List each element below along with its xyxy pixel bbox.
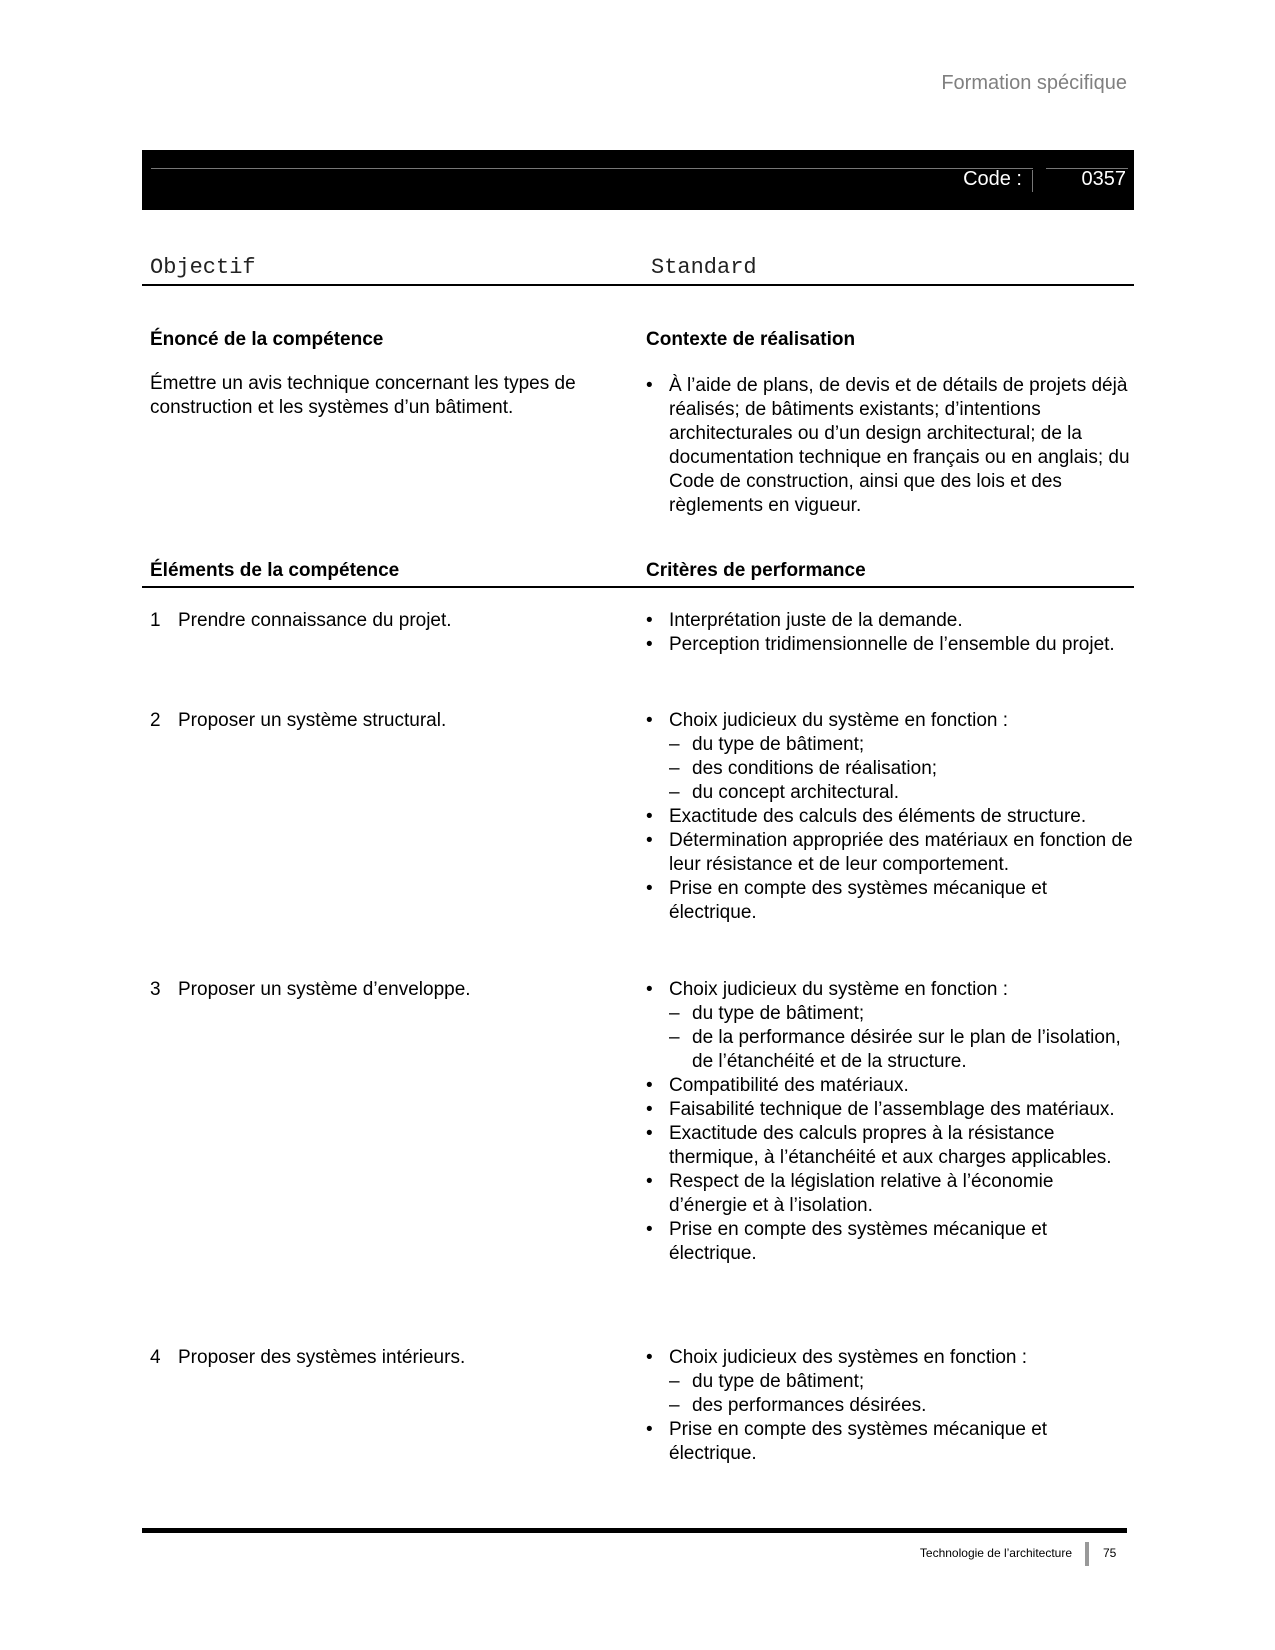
element-1	[150, 609, 620, 633]
criteria-1	[646, 609, 1136, 657]
criterion	[646, 709, 1136, 805]
element-label: Proposer un système d’enveloppe.	[178, 979, 471, 1000]
sub-criterion: – du type de bâtiment;	[669, 733, 1136, 757]
criterion-text: Choix judicieux du système en fonction :	[669, 710, 1009, 731]
criterion	[646, 978, 1136, 1074]
criteria-3	[646, 978, 1136, 1266]
criterion: • Respect de la législation relative à l’économie d’énergie et à l’isolation.	[646, 1170, 1136, 1218]
enonce-heading: Énoncé de la compétence	[150, 329, 384, 350]
criterion	[646, 1346, 1136, 1418]
criteres-heading: Critères de performance	[646, 560, 866, 581]
column-head-standard: Standard	[651, 255, 757, 280]
criterion: • Prise en compte des systèmes mécanique et électrique.	[646, 1418, 1136, 1466]
sub-criterion: – de la performance désirée sur le plan de l’isolation, de l’étanchéité et de la structure.	[669, 1026, 1136, 1074]
page-number: 75	[1103, 1546, 1117, 1560]
criteria-2	[646, 709, 1136, 925]
elements-rule	[142, 586, 1134, 588]
element-number: 4	[150, 1347, 161, 1368]
criterion: • Exactitude des calculs propres à la résistance thermique, à l’étanchéité et aux charges applicables.	[646, 1122, 1136, 1170]
contexte-list	[646, 374, 1136, 518]
criterion: • Faisabilité technique de l’assemblage des matériaux.	[646, 1098, 1136, 1122]
criterion-text: Choix judicieux du système en fonction :	[669, 979, 1009, 1000]
criterion: • Compatibilité des matériaux.	[646, 1074, 1136, 1098]
column-head-objectif: Objectif	[150, 255, 256, 280]
code-value: 0357	[1081, 168, 1126, 190]
element-4	[150, 1346, 620, 1370]
running-head: Formation spécifique	[941, 72, 1127, 94]
footer-rule	[142, 1528, 1127, 1533]
criterion: • Perception tridimensionnelle de l’ensemble du projet.	[646, 633, 1136, 657]
element-number: 2	[150, 710, 161, 731]
element-label: Proposer des systèmes intérieurs.	[178, 1347, 466, 1368]
criterion: • Exactitude des calculs des éléments de structure.	[646, 805, 1136, 829]
sub-criterion: – des conditions de réalisation;	[669, 757, 1136, 781]
elements-heading: Éléments de la compétence	[150, 560, 400, 581]
code-label: Code :	[963, 168, 1022, 190]
criterion: • Prise en compte des systèmes mécanique et électrique.	[646, 877, 1136, 925]
criterion-text: Choix judicieux des systèmes en fonction :	[669, 1347, 1028, 1368]
sub-criterion: – du type de bâtiment;	[669, 1370, 1136, 1394]
element-number: 1	[150, 610, 161, 631]
contexte-item: • À l’aide de plans, de devis et de détails de projets déjà réalisés; de bâtiments existants; d’intentions architecturales ou d’un design architectural; de la documentation technique en français ou en anglais; du Code de construction, ainsi que des lois et des règlements en vigueur.	[646, 374, 1136, 518]
enonce-text: Émettre un avis technique concernant les types de construction et les systèmes d’un bâtiment.	[150, 373, 576, 418]
code-bar-rule	[151, 168, 1033, 169]
element-label: Proposer un système structural.	[178, 710, 447, 731]
sub-criterion: – du type de bâtiment;	[669, 1002, 1136, 1026]
element-label: Prendre connaissance du projet.	[178, 610, 452, 631]
element-2	[150, 709, 620, 733]
criteria-4	[646, 1346, 1136, 1466]
element-3	[150, 978, 620, 1002]
code-bar-separator	[1032, 170, 1033, 192]
footer-separator	[1085, 1542, 1089, 1566]
criterion: • Détermination appropriée des matériaux en fonction de leur résistance et de leur comportement.	[646, 829, 1136, 877]
element-number: 3	[150, 979, 161, 1000]
criterion: • Interprétation juste de la demande.	[646, 609, 1136, 633]
sub-criterion: – du concept architectural.	[669, 781, 1136, 805]
criterion: • Prise en compte des systèmes mécanique et électrique.	[646, 1218, 1136, 1266]
footer-program: Technologie de l’architecture	[919, 1546, 1072, 1560]
column-head-rule	[142, 284, 1134, 286]
sub-criterion: – des performances désirées.	[669, 1394, 1136, 1418]
contexte-heading: Contexte de réalisation	[646, 329, 856, 350]
code-bar	[142, 150, 1134, 210]
